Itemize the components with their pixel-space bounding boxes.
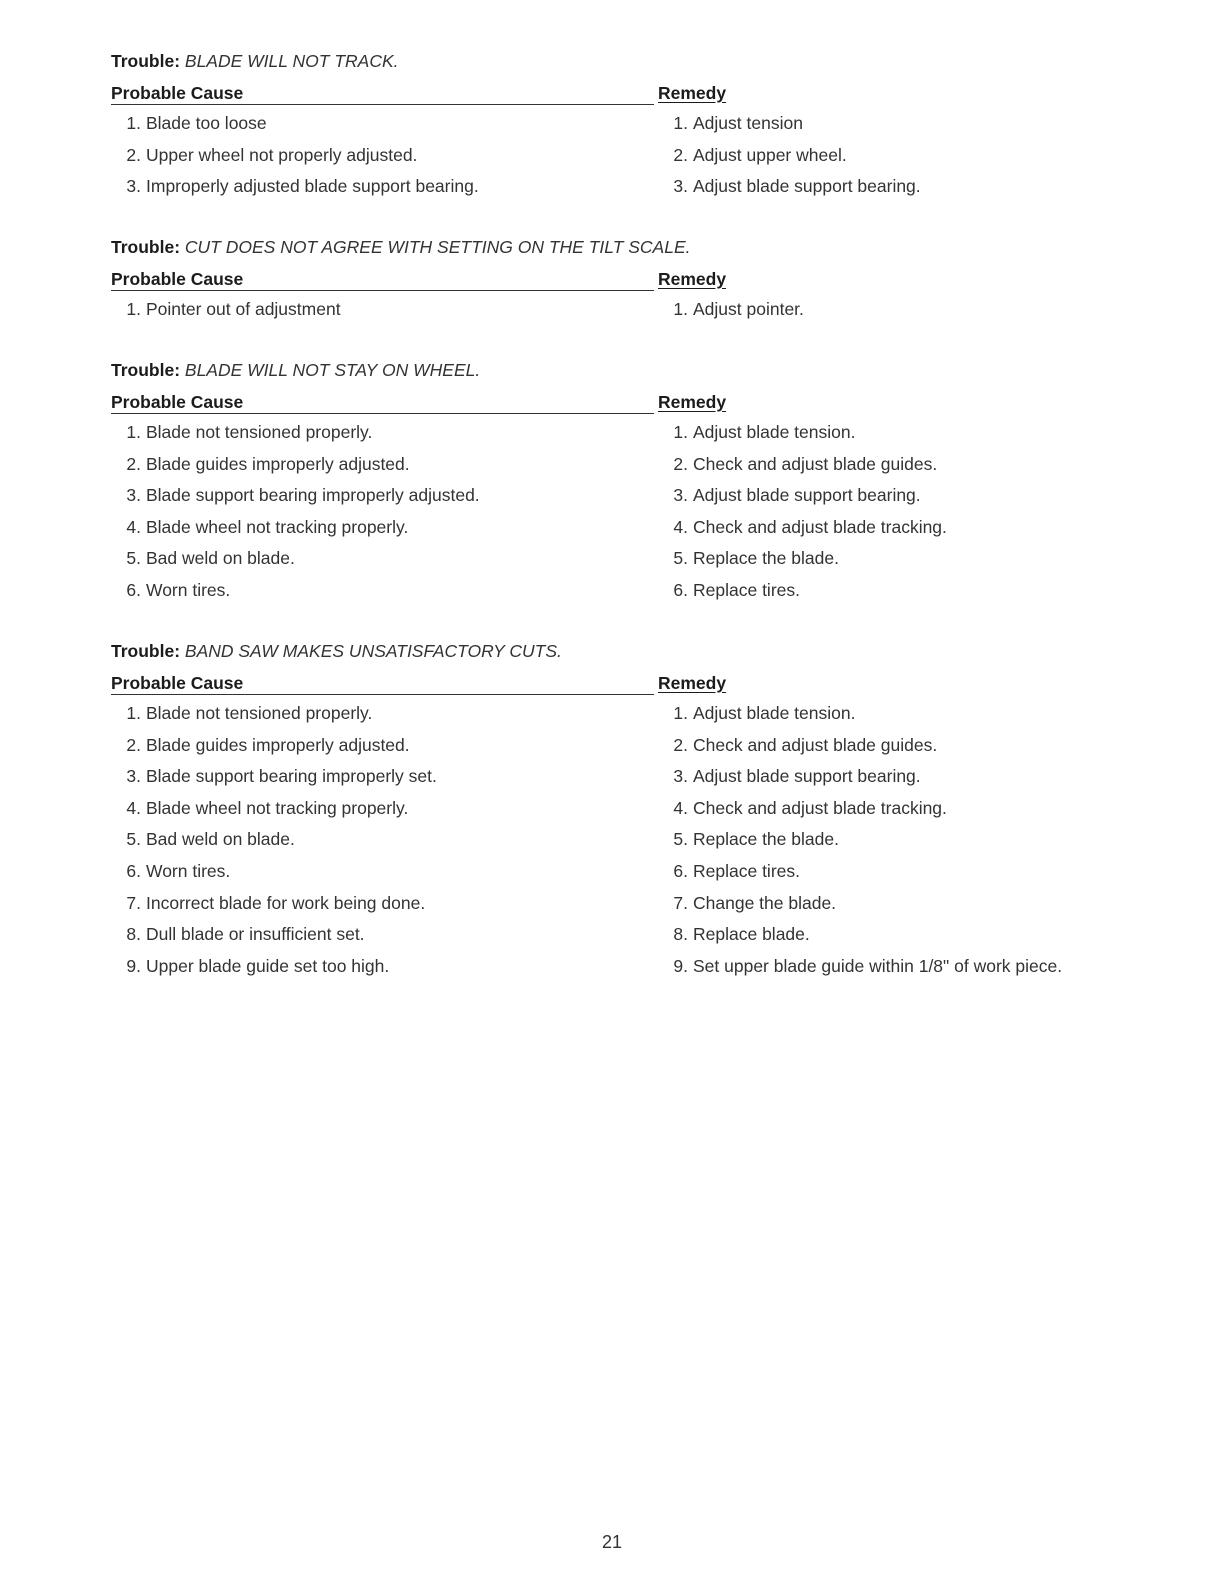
- table-row: [111, 449, 1121, 481]
- remedy-number: 3.: [673, 485, 688, 506]
- remedy-number: 6.: [673, 579, 688, 600]
- table-row: [111, 824, 1121, 856]
- remedy-number: 1.: [673, 113, 688, 133]
- table-row: [111, 951, 1121, 983]
- remedy-number: 1.: [673, 422, 688, 442]
- column-headers: [111, 672, 1121, 698]
- remedy-number: 1.: [673, 299, 688, 319]
- remedy-text: Replace tires.: [693, 860, 800, 881]
- table-row: [111, 856, 1121, 888]
- cause-text: Blade support bearing improperly adjusted.: [146, 485, 480, 506]
- table-row: [111, 575, 1121, 607]
- remedy-number: 7.: [673, 892, 688, 913]
- trouble-section-blade-will-not-stay-on-wheel: [111, 359, 1121, 607]
- remedy-text: Adjust blade support bearing.: [693, 766, 921, 787]
- cause-text: Blade guides improperly adjusted.: [146, 453, 410, 474]
- remedy-number: 9.: [673, 955, 688, 976]
- trouble-label: Trouble:: [111, 237, 181, 257]
- cause-number: 2.: [126, 734, 141, 755]
- cause-number: 1.: [126, 299, 141, 319]
- cause-text: Bad weld on blade.: [146, 548, 295, 569]
- table-row: [111, 480, 1121, 512]
- remedy-number: 2.: [673, 734, 688, 755]
- cause-text: Blade support bearing improperly set.: [146, 766, 437, 787]
- remedy-text: Check and adjust blade guides.: [693, 453, 938, 474]
- trouble-section-tilt-scale: [111, 236, 1121, 326]
- cause-number: 4.: [126, 516, 141, 537]
- trouble-heading: [111, 640, 1121, 662]
- cause-number: 6.: [126, 579, 141, 600]
- table-row: [111, 761, 1121, 793]
- cause-text: Dull blade or insufficient set.: [146, 924, 365, 945]
- trouble-section-unsatisfactory-cuts: [111, 640, 1121, 982]
- cause-text: Upper wheel not properly adjusted.: [146, 144, 418, 165]
- cause-text: Blade wheel not tracking properly.: [146, 797, 409, 818]
- table-row: [111, 793, 1121, 825]
- cause-number: 1.: [126, 703, 141, 723]
- remedy-text: Change the blade.: [693, 892, 837, 913]
- remedy-text: Adjust upper wheel.: [693, 144, 847, 165]
- remedy-number: 6.: [673, 860, 688, 881]
- table-row: [111, 698, 1121, 730]
- cause-number: 3.: [126, 766, 141, 787]
- remedy-header: Remedy: [658, 269, 727, 289]
- cause-number: 2.: [126, 144, 141, 165]
- table-row: [111, 512, 1121, 544]
- remedy-number: 2.: [673, 144, 688, 165]
- table-row: [111, 140, 1121, 172]
- page-number: 21: [601, 1532, 623, 1552]
- cause-text: Blade not tensioned properly.: [146, 703, 373, 723]
- remedy-text: Adjust blade support bearing.: [693, 176, 921, 197]
- remedy-text: Replace the blade.: [693, 829, 839, 850]
- cause-number: 4.: [126, 797, 141, 818]
- remedy-text: Replace the blade.: [693, 548, 839, 569]
- remedy-number: 3.: [673, 766, 688, 787]
- remedy-text: Adjust pointer.: [693, 299, 804, 319]
- remedy-text: Set upper blade guide within 1/8" of work piece.: [693, 955, 1063, 976]
- cause-number: 3.: [126, 176, 141, 197]
- probable-cause-header: Probable Cause: [111, 268, 654, 291]
- cause-text: Worn tires.: [146, 579, 231, 600]
- table-row: [111, 294, 1121, 326]
- cause-number: 1.: [126, 422, 141, 442]
- cause-text: Upper blade guide set too high.: [146, 955, 390, 976]
- probable-cause-header: Probable Cause: [111, 82, 654, 105]
- remedy-number: 4.: [673, 797, 688, 818]
- remedy-header: Remedy: [658, 392, 727, 412]
- remedy-text: Check and adjust blade tracking.: [693, 516, 947, 537]
- cause-number: 9.: [126, 955, 141, 976]
- remedy-number: 5.: [673, 548, 688, 569]
- cause-text: Bad weld on blade.: [146, 829, 295, 850]
- cause-number: 2.: [126, 453, 141, 474]
- column-headers: [111, 268, 1121, 294]
- remedy-text: Replace tires.: [693, 579, 800, 600]
- remedy-text: Adjust blade tension.: [693, 703, 856, 723]
- remedy-text: Adjust blade tension.: [693, 422, 856, 442]
- probable-cause-header: Probable Cause: [111, 672, 654, 695]
- cause-text: Blade guides improperly adjusted.: [146, 734, 410, 755]
- trouble-description: BLADE WILL NOT TRACK.: [184, 51, 399, 71]
- cause-number: 6.: [126, 860, 141, 881]
- cause-number: 8.: [126, 924, 141, 945]
- table-row: [111, 919, 1121, 951]
- remedy-header: Remedy: [658, 83, 727, 103]
- remedy-text: Replace blade.: [693, 924, 810, 945]
- cause-text: Worn tires.: [146, 860, 231, 881]
- remedy-text: Check and adjust blade tracking.: [693, 797, 947, 818]
- remedy-number: 4.: [673, 516, 688, 537]
- remedy-text: Adjust tension: [693, 113, 803, 133]
- trouble-description: BAND SAW MAKES UNSATISFACTORY CUTS.: [184, 641, 562, 661]
- cause-text: Blade too loose: [146, 113, 267, 133]
- trouble-heading: [111, 236, 1121, 258]
- table-row: [111, 417, 1121, 449]
- table-row: [111, 171, 1121, 203]
- remedy-number: 3.: [673, 176, 688, 197]
- trouble-section-blade-will-not-track: [111, 50, 1121, 203]
- cause-text: Blade not tensioned properly.: [146, 422, 373, 442]
- remedy-header: Remedy: [658, 673, 727, 693]
- cause-text: Pointer out of adjustment: [146, 299, 341, 319]
- table-row: [111, 543, 1121, 575]
- cause-number: 5.: [126, 829, 141, 850]
- remedy-number: 2.: [673, 453, 688, 474]
- cause-number: 3.: [126, 485, 141, 506]
- trouble-label: Trouble:: [111, 51, 181, 71]
- trouble-heading: [111, 50, 1121, 72]
- trouble-label: Trouble:: [111, 641, 181, 661]
- cause-text: Improperly adjusted blade support bearing.: [146, 176, 479, 197]
- remedy-number: 1.: [673, 703, 688, 723]
- cause-text: Incorrect blade for work being done.: [146, 892, 426, 913]
- trouble-label: Trouble:: [111, 360, 181, 380]
- probable-cause-header: Probable Cause: [111, 391, 654, 414]
- trouble-description: CUT DOES NOT AGREE WITH SETTING ON THE TILT SCALE.: [184, 237, 691, 257]
- cause-number: 7.: [126, 892, 141, 913]
- table-row: [111, 888, 1121, 920]
- table-row: [111, 108, 1121, 140]
- remedy-number: 8.: [673, 924, 688, 945]
- trouble-description: BLADE WILL NOT STAY ON WHEEL.: [184, 360, 481, 380]
- column-headers: [111, 82, 1121, 108]
- trouble-heading: [111, 359, 1121, 381]
- column-headers: [111, 391, 1121, 417]
- remedy-text: Check and adjust blade guides.: [693, 734, 938, 755]
- remedy-text: Adjust blade support bearing.: [693, 485, 921, 506]
- cause-text: Blade wheel not tracking properly.: [146, 516, 409, 537]
- cause-number: 5.: [126, 548, 141, 569]
- table-row: [111, 730, 1121, 762]
- cause-number: 1.: [126, 113, 141, 133]
- remedy-number: 5.: [673, 829, 688, 850]
